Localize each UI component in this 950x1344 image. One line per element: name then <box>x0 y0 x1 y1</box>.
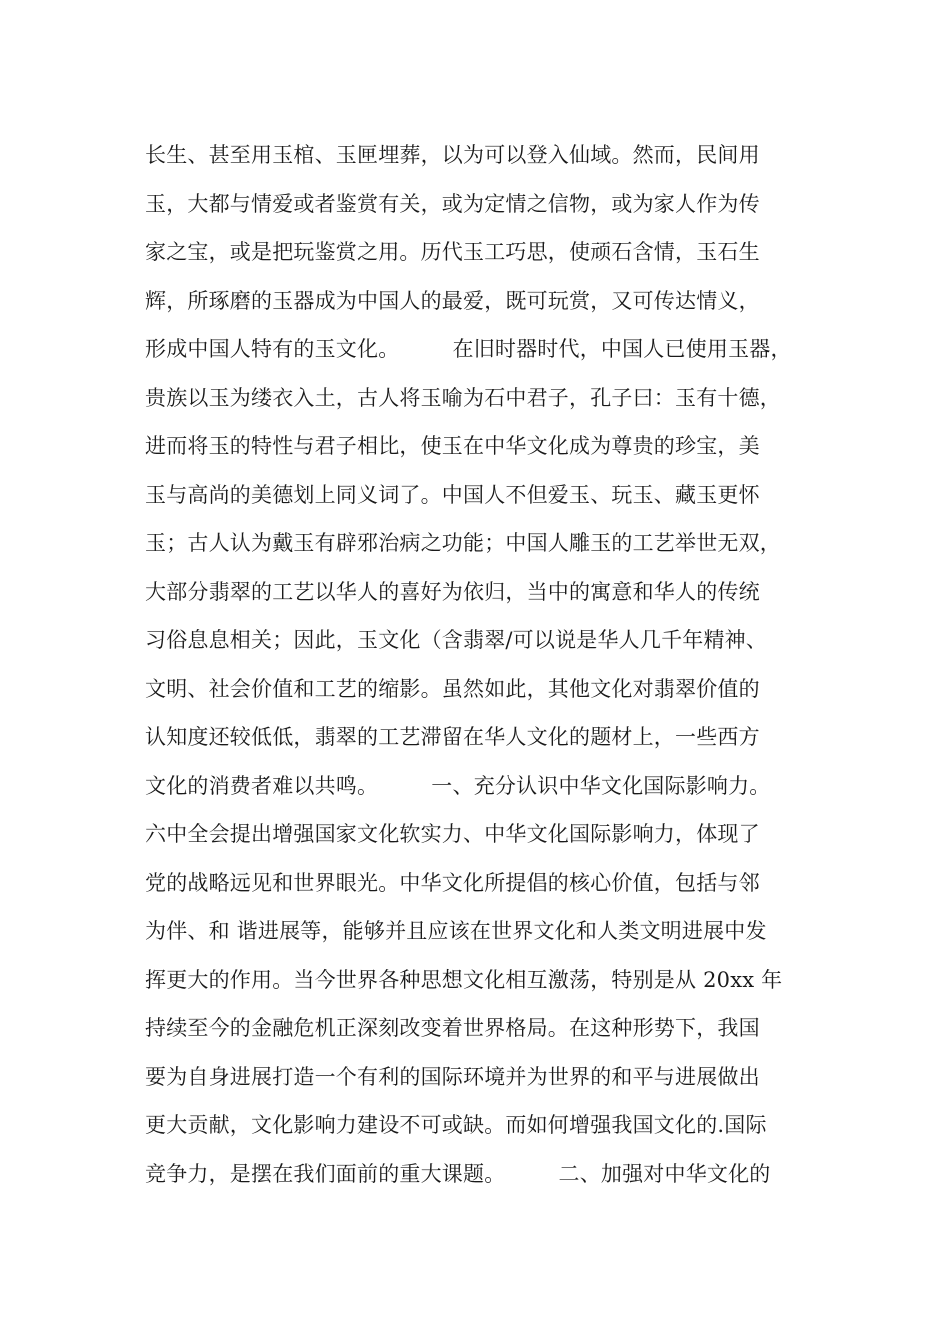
text-line: 形成中国人特有的玉文化。 在旧时器时代，中国人已使用玉器， <box>145 337 792 361</box>
text-line: 竞争力，是摆在我们面前的重大课题。 二、加强对中华文化的 <box>145 1161 771 1186</box>
text-line: 大部分翡翠的工艺以华人的喜好为依归，当中的寓意和华人的传统 <box>145 579 760 604</box>
text-line: 党的战略远见和世界眼光。中华文化所提倡的核心价值，包括与邻 <box>145 870 760 895</box>
text-line: 玉，大都与情爱或者鉴赏有关，或为定情之信物，或为家人作为传 <box>145 191 760 216</box>
text-line: 挥更大的作用。当今世界各种思想文化相互激荡，特别是从 20xx 年 <box>145 967 783 992</box>
text-line: 长生、甚至用玉棺、玉匣埋葬，以为可以登入仙域。然而，民间用 <box>145 143 760 167</box>
text-line: 为伴、和 谐进展等，能够并且应该在世界文化和人类文明进展中发 <box>145 919 767 943</box>
body-text <box>145 131 825 1198</box>
text-line: 更大贡献，文化影响力建设不可或缺。而如何增强我国文化的.国际 <box>145 1113 767 1137</box>
text-line: 贵族以玉为缕衣入土，古人将玉喻为石中君子，孔子曰：玉有十德， <box>145 385 781 410</box>
text-line: 六中全会提出增强国家文化软实力、中华文化国际影响力，体现了 <box>145 822 760 846</box>
text-line: 玉与高尚的美德划上同义词了。中国人不但爱玉、玩玉、藏玉更怀 <box>145 482 760 507</box>
text-line: 习俗息息相关；因此，玉文化（含翡翠/可以说是华人几千年精神、 <box>145 628 768 652</box>
text-line: 认知度还较低低，翡翠的工艺滞留在华人文化的题材上，一些西方 <box>145 725 760 749</box>
text-line: 家之宝，或是把玩鉴赏之用。历代玉工巧思，使顽石含情，玉石生 <box>145 240 760 264</box>
text-line: 文明、社会价值和工艺的缩影。虽然如此，其他文化对翡翠价值的 <box>145 676 760 701</box>
text-line: 进而将玉的特性与君子相比，使玉在中华文化成为尊贵的珍宝，美 <box>145 434 760 458</box>
text-line: 持续至今的金融危机正深刻改变着世界格局。在这种形势下，我国 <box>145 1016 760 1040</box>
text-line: 辉，所琢磨的玉器成为中国人的最爱，既可玩赏，又可传达情义， <box>145 288 760 313</box>
text-line: 要为自身进展打造一个有利的国际环境并为世界的和平与进展做出 <box>145 1064 760 1089</box>
text-line: 文化的消费者难以共鸣。 一、充分认识中华文化国际影响力。 <box>145 773 771 798</box>
text-line: 玉；古人认为戴玉有辟邪治病之功能；中国人雕玉的工艺举世无双， <box>145 531 781 555</box>
